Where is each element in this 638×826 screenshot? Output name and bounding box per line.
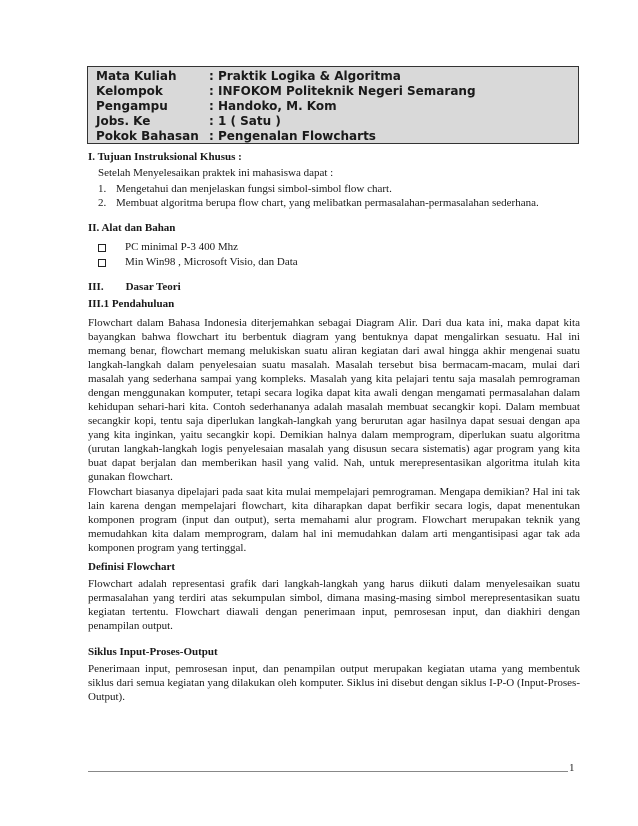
item-number: 1. — [98, 183, 107, 195]
section-heading-objectives: I. Tujuan Instruksional Khusus : — [88, 151, 242, 163]
list-item — [88, 255, 580, 270]
row-label: Pengampu — [96, 99, 168, 113]
paragraph: Flowchart biasanya dipelajari pada saat kita mulai mempelajari pemrograman. Mengapa demikian? Hal ini tak lain karena dengan mempelajari flowchart, kita diharapkan dapat berfikir secara logis, dapat menentukan komponen program (input dan output), serta memahami alur program. Flowchart merupakan teknik yang memudahkan kita dalam memprogram, dalam hal ini memudahkan dalam arti mengantisipasi agar tak ada komponen program yang tertinggal. — [88, 486, 580, 554]
row-label: Jobs. Ke — [96, 114, 151, 128]
list-item — [88, 182, 580, 196]
row-value: : INFOKOM Politeknik Negeri Semarang — [209, 84, 476, 98]
page-number: 1 — [569, 762, 575, 774]
document-body — [88, 150, 580, 704]
course-info-row — [96, 129, 578, 144]
row-value: : 1 ( Satu ) — [209, 114, 281, 128]
course-info-row — [96, 69, 578, 84]
row-label: Mata Kuliah — [96, 69, 177, 83]
item-text: PC minimal P-3 400 Mhz — [125, 241, 239, 253]
course-info-row — [96, 114, 578, 129]
course-info-row — [96, 84, 578, 99]
subsection-heading-intro: III.1 Pendahuluan — [88, 298, 175, 310]
subsection-heading-definition: Definisi Flowchart — [88, 561, 176, 573]
footer-rule — [88, 771, 568, 772]
item-text: Membuat algoritma berupa flow chart, yang melibatkan permasalahan-permasalahan sederhana. — [116, 197, 539, 209]
item-text: Min Win98 , Microsoft Visio, dan Data — [125, 256, 298, 268]
row-value: : Praktik Logika & Algoritma — [209, 69, 401, 83]
row-value: : Pengenalan Flowcharts — [209, 129, 376, 143]
item-text: Mengetahui dan menjelaskan fungsi simbol-simbol flow chart. — [116, 183, 392, 195]
list-item — [88, 240, 580, 255]
tools-list — [88, 240, 580, 270]
item-number: 2. — [98, 197, 107, 209]
paragraph: Flowchart adalah representasi grafik dari langkah-langkah yang harus diikuti dalam menyelesaikan suatu permasalahan yang terdiri atas sekumpulan simbol, dimana masing-masing simbol merepresentasikan suatu kegiatan tertentu. Flowchart diawali dengan penerimaan input, pemrosesan input, dan diakhiri dengan penampilan output. — [88, 578, 580, 632]
paragraph: Flowchart dalam Bahasa Indonesia diterjemahkan sebagai Diagram Alir. Dari dua kata ini, maka dapat kita bayangkan bahwa flowchart itu berbentuk diagram yang bentuknya dapat mengalirkan sesuatu. Hal ini memang benar, flowchart memang melukiskan suatu aliran kegiatan dari awal hingga akhir mengenai suatu langkah-langkah dalam penyelesaian suatu masalah. Masalah tersebut bisa bermacam-macam, mulai dari masalah yang sederhana sampai yang kompleks. Masalah yang kita pelajari tentu saja masalah pemrograman dengan menggunakan komputer, tetapi secara logika dapat kita awali dengan mengamati permasalahan dalam kehidupan sehari-hari kita. Contoh sederhananya adalah masalah membuat secangkir kopi. Dalam membuat secangkir kopi, tentu saja diperlukan langkah-langkah yang berurutan agar hasilnya dapat sesuai dengan apa yang kita inginkan, yaitu secangkir kopi. Demikian halnya dalam memprogram, diperlukan suatu algoritma (urutan langkah-langkah logis penyelesaian masalah yang disusun secara sistematis) agar program yang kita buat dapat berjalan dan memberikan hasil yang valid. Nah, untuk merepresentasikan algoritma itulah kita gunakan flowchart. — [88, 317, 580, 483]
objectives-intro: Setelah Menyelesaikan praktek ini mahasiswa dapat : — [98, 167, 334, 179]
row-value: : Handoko, M. Kom — [209, 99, 337, 113]
objectives-list — [88, 182, 580, 210]
checkbox-bullet-icon — [98, 244, 106, 252]
paragraph: Penerimaan input, pemrosesan input, dan penampilan output merupakan kegiatan utama yang membentuk siklus dari semua kegiatan yang dilakukan oleh komputer. Siklus ini disebut dengan siklus I-P-O (Input-Proses-Output). — [88, 663, 580, 703]
section-heading-theory: III. Dasar Teori — [88, 281, 181, 293]
course-info-box — [87, 66, 579, 144]
list-item — [88, 196, 580, 210]
section-heading-tools: II. Alat dan Bahan — [88, 222, 176, 234]
row-label: Kelompok — [96, 84, 163, 98]
course-info-row — [96, 99, 578, 114]
checkbox-bullet-icon — [98, 259, 106, 267]
row-label: Pokok Bahasan — [96, 129, 199, 143]
subsection-heading-ipo: Siklus Input-Proses-Output — [88, 646, 218, 658]
